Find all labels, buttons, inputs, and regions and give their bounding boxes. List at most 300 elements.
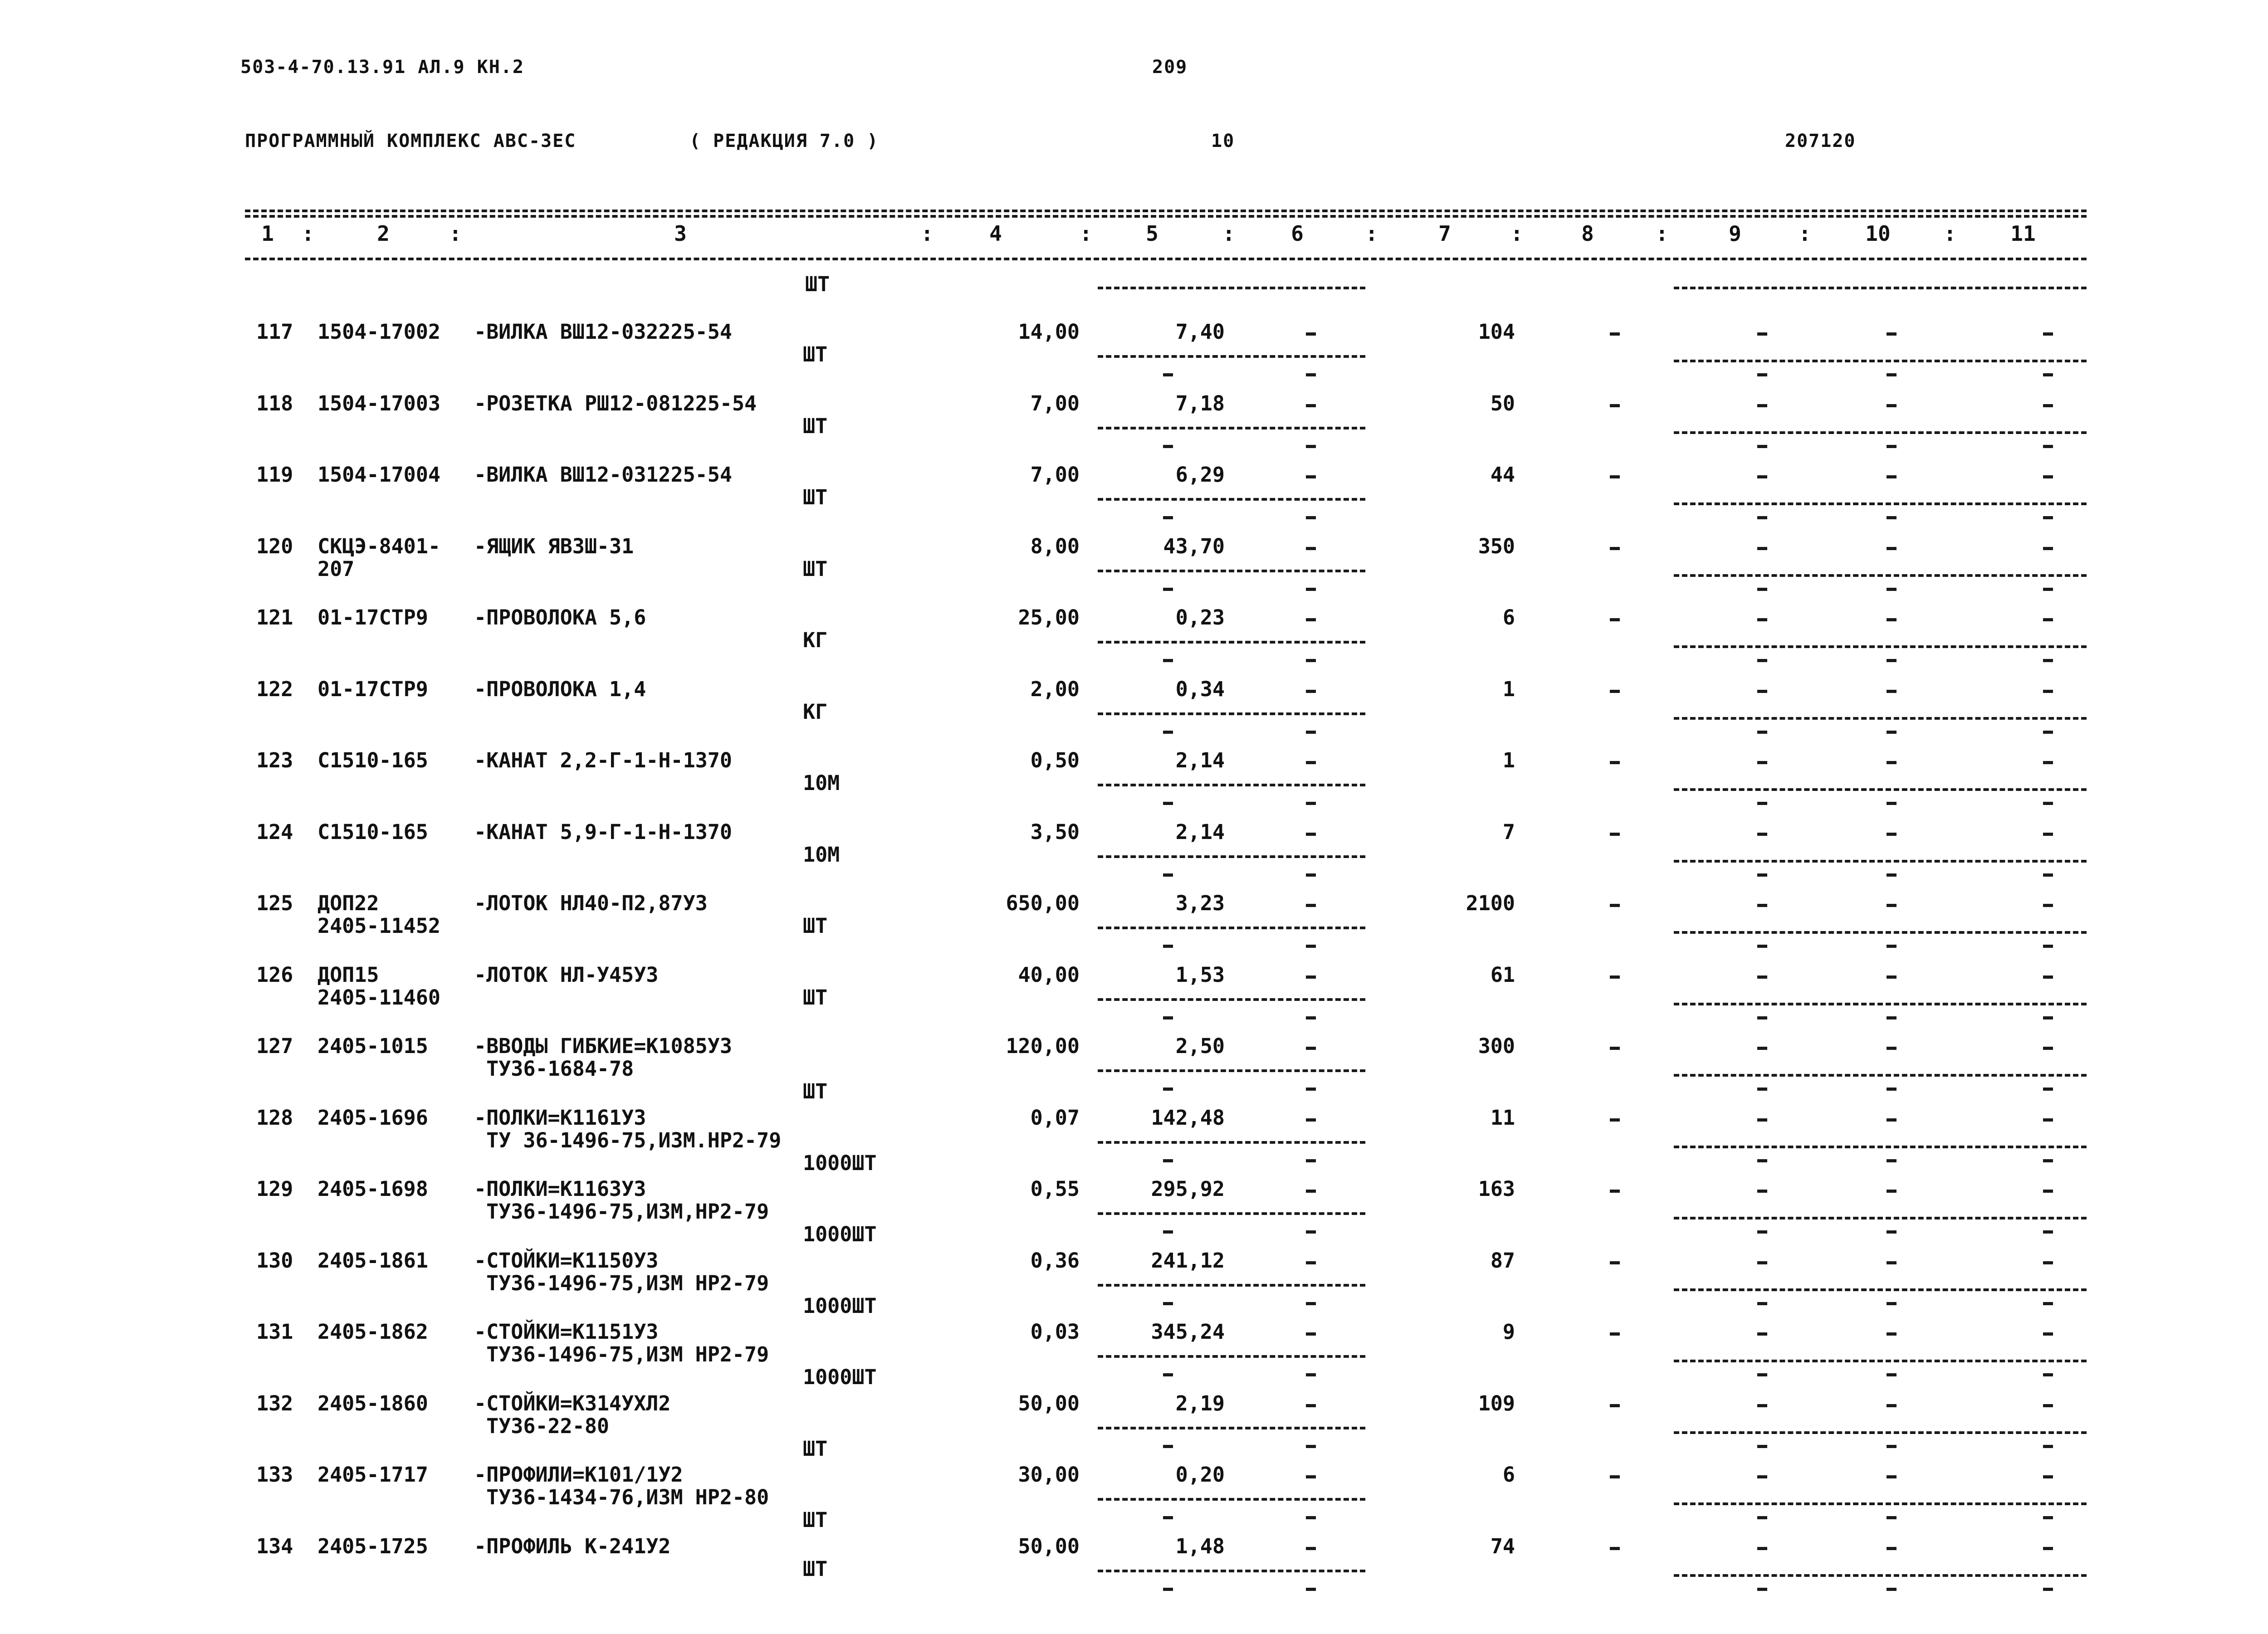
column-separator: : bbox=[1944, 221, 1956, 246]
col11-sub-mark bbox=[2043, 588, 2053, 591]
col5-sub-mark bbox=[1163, 1445, 1173, 1448]
row-unit: ШТ bbox=[803, 1436, 828, 1461]
col11-sub-mark bbox=[2043, 1302, 2053, 1305]
col11-dash bbox=[2043, 761, 2053, 764]
column-separator: : bbox=[1222, 221, 1235, 246]
col8-dash bbox=[1610, 1047, 1620, 1050]
col5-sub-mark bbox=[1163, 1159, 1173, 1162]
row-unit-price: 0,23 bbox=[1175, 605, 1225, 629]
col6-sub-mark bbox=[1306, 1516, 1316, 1519]
col8-dash bbox=[1610, 976, 1620, 979]
col9-sub-mark bbox=[1757, 1445, 1767, 1448]
col9-sub-mark bbox=[1757, 1159, 1767, 1162]
row-name: -РОЗЕТКА РШ12-081225-54 bbox=[474, 391, 757, 415]
row-quantity: 0,50 bbox=[1030, 748, 1080, 772]
col5-sub-mark bbox=[1163, 1088, 1173, 1091]
row-total: 300 bbox=[1478, 1034, 1515, 1058]
col11-sub-mark bbox=[2043, 731, 2053, 734]
col9-dash bbox=[1757, 1190, 1767, 1193]
row-number: 131 bbox=[256, 1320, 293, 1344]
col6-sub-mark bbox=[1306, 731, 1316, 734]
col6-dash bbox=[1306, 404, 1316, 407]
col9-dash bbox=[1757, 761, 1767, 764]
column-number-3: 3 bbox=[674, 221, 687, 246]
col8-dash bbox=[1610, 1190, 1620, 1193]
column-number-1: 1 bbox=[261, 221, 274, 246]
col11-dash bbox=[2043, 1547, 2053, 1550]
row-code: СКЦЭ-8401- bbox=[318, 534, 440, 558]
col8-dash bbox=[1610, 690, 1620, 693]
col5-sub-mark bbox=[1163, 1373, 1173, 1376]
col11-dash bbox=[2043, 475, 2053, 478]
row-number: 123 bbox=[256, 748, 293, 772]
col11-sub-mark bbox=[2043, 516, 2053, 519]
row-rule-5-6 bbox=[1098, 1069, 1365, 1072]
row-rule-5-6 bbox=[1098, 1498, 1365, 1501]
row-rule-5-6 bbox=[1098, 1284, 1365, 1287]
row-name: -СТОЙКИ=К1150У3 bbox=[474, 1248, 659, 1273]
row-code: С1510-165 bbox=[318, 819, 428, 844]
row-quantity: 120,00 bbox=[1006, 1034, 1080, 1058]
row-code: 01-17СТР9 bbox=[318, 677, 428, 701]
col11-dash bbox=[2043, 690, 2053, 693]
row-rule-9-11 bbox=[1674, 717, 2087, 720]
col10-sub-mark bbox=[1887, 1230, 1897, 1234]
col6-sub-mark bbox=[1306, 1302, 1316, 1305]
col11-sub-mark bbox=[2043, 445, 2053, 448]
col8-dash bbox=[1610, 1261, 1620, 1264]
row-unit: 10М bbox=[803, 842, 840, 867]
col10-sub-mark bbox=[1887, 373, 1897, 376]
col11-sub-mark bbox=[2043, 1373, 2053, 1376]
row-rule-9-11 bbox=[1674, 860, 2087, 863]
col10-sub-mark bbox=[1887, 659, 1897, 662]
row-name: -ЛОТОК НЛ40-П2,87У3 bbox=[474, 891, 708, 915]
row-rule-5-6 bbox=[1098, 784, 1365, 786]
col8-dash bbox=[1610, 332, 1620, 336]
col6-sub-mark bbox=[1306, 445, 1316, 448]
row-rule-9-11 bbox=[1674, 1360, 2087, 1362]
row-code: 01-17СТР9 bbox=[318, 605, 428, 629]
col9-sub-mark bbox=[1757, 1302, 1767, 1305]
row-code: 2405-1015 bbox=[318, 1034, 428, 1058]
col10-sub-mark bbox=[1887, 1159, 1897, 1162]
col11-sub-mark bbox=[2043, 945, 2053, 948]
col11-dash bbox=[2043, 904, 2053, 907]
row-quantity: 2,00 bbox=[1030, 677, 1080, 701]
col6-dash bbox=[1306, 475, 1316, 478]
row-total: 74 bbox=[1490, 1534, 1515, 1558]
row-rule-9-11 bbox=[1674, 1217, 2087, 1219]
row-unit: 10М bbox=[803, 771, 840, 795]
row-name: ТУ36-1684-78 bbox=[474, 1057, 634, 1081]
row-rule-9-11 bbox=[1674, 1288, 2087, 1291]
row-unit: ШТ bbox=[803, 485, 828, 509]
col9-dash bbox=[1757, 547, 1767, 550]
column-number-4: 4 bbox=[989, 221, 1002, 246]
row-unit: ШТ bbox=[803, 342, 828, 366]
row-rule-9-11 bbox=[1674, 788, 2087, 791]
row-rule-9-11 bbox=[1674, 574, 2087, 577]
col11-sub-mark bbox=[2043, 659, 2053, 662]
row-quantity: 7,00 bbox=[1030, 463, 1080, 487]
col9-sub-mark bbox=[1757, 731, 1767, 734]
col10-dash bbox=[1887, 618, 1897, 621]
row-code: 2405-1861 bbox=[318, 1248, 428, 1273]
col9-dash bbox=[1757, 1261, 1767, 1264]
row-total: 44 bbox=[1490, 463, 1515, 487]
row-name: -КАНАТ 5,9-Г-1-Н-1370 bbox=[474, 819, 732, 844]
row-name: -КАНАТ 2,2-Г-1-Н-1370 bbox=[474, 748, 732, 772]
col10-dash bbox=[1887, 690, 1897, 693]
col6-dash bbox=[1306, 1404, 1316, 1407]
col11-dash bbox=[2043, 404, 2053, 407]
column-number-9: 9 bbox=[1729, 221, 1741, 246]
row-number: 124 bbox=[256, 819, 293, 844]
row-code: 2405-1862 bbox=[318, 1320, 428, 1344]
row-number: 128 bbox=[256, 1105, 293, 1130]
row-quantity: 8,00 bbox=[1030, 534, 1080, 558]
row-number: 122 bbox=[256, 677, 293, 701]
col10-dash bbox=[1887, 1404, 1897, 1407]
col9-sub-mark bbox=[1757, 1373, 1767, 1376]
row-quantity: 650,00 bbox=[1006, 891, 1080, 915]
row-code: 1504-17003 bbox=[318, 391, 440, 415]
col10-sub-mark bbox=[1887, 1016, 1897, 1019]
row-name: -ЯЩИК ЯВЗШ-31 bbox=[474, 534, 634, 558]
column-number-5: 5 bbox=[1146, 221, 1158, 246]
row-code: 2405-1698 bbox=[318, 1177, 428, 1201]
col10-dash bbox=[1887, 332, 1897, 336]
col10-sub-mark bbox=[1887, 1088, 1897, 1091]
row-quantity: 14,00 bbox=[1018, 320, 1080, 344]
row-name: ТУ36-22-80 bbox=[474, 1414, 610, 1438]
col11-sub-mark bbox=[2043, 1016, 2053, 1019]
col9-sub-mark bbox=[1757, 1016, 1767, 1019]
col9-dash bbox=[1757, 1475, 1767, 1478]
col10-dash bbox=[1887, 1261, 1897, 1264]
row-name: -СТОЙКИ=К314УХЛ2 bbox=[474, 1391, 671, 1415]
row-number: 133 bbox=[256, 1463, 293, 1487]
col9-sub-mark bbox=[1757, 516, 1767, 519]
col8-dash bbox=[1610, 1332, 1620, 1336]
row-rule-5-6 bbox=[1098, 641, 1365, 644]
col9-sub-mark bbox=[1757, 659, 1767, 662]
row-number: 119 bbox=[256, 463, 293, 487]
column-separator: : bbox=[1656, 221, 1668, 246]
row-rule-5-6 bbox=[1098, 1355, 1365, 1358]
row-unit-price: 241,12 bbox=[1151, 1248, 1225, 1273]
col10-sub-mark bbox=[1887, 1373, 1897, 1376]
col9-dash bbox=[1757, 1332, 1767, 1336]
row-unit: ШТ bbox=[803, 1508, 828, 1532]
col6-dash bbox=[1306, 1190, 1316, 1193]
row-quantity: 40,00 bbox=[1018, 962, 1080, 987]
col5-sub-mark bbox=[1163, 1588, 1173, 1591]
col11-sub-mark bbox=[2043, 1588, 2053, 1591]
col9-dash bbox=[1757, 404, 1767, 407]
col11-sub-mark bbox=[2043, 373, 2053, 376]
col5-sub-mark bbox=[1163, 445, 1173, 448]
col11-dash bbox=[2043, 976, 2053, 979]
row-quantity: 25,00 bbox=[1018, 605, 1080, 629]
col11-dash bbox=[2043, 833, 2053, 836]
row-code: 2405-1860 bbox=[318, 1391, 428, 1415]
col6-dash bbox=[1306, 1475, 1316, 1478]
col6-dash bbox=[1306, 976, 1316, 979]
row-total: 163 bbox=[1478, 1177, 1515, 1201]
col6-sub-mark bbox=[1306, 1088, 1316, 1091]
col6-dash bbox=[1306, 332, 1316, 336]
row-name: -ЛОТОК НЛ-У45У3 bbox=[474, 962, 659, 987]
row-rule-5-6 bbox=[1098, 712, 1365, 715]
row-quantity: 50,00 bbox=[1018, 1391, 1080, 1415]
column-number-2: 2 bbox=[377, 221, 390, 246]
col5-sub-mark bbox=[1163, 659, 1173, 662]
row-quantity: 7,00 bbox=[1030, 391, 1080, 415]
col9-sub-mark bbox=[1757, 1088, 1767, 1091]
col8-dash bbox=[1610, 618, 1620, 621]
row-unit-price: 2,14 bbox=[1175, 748, 1225, 772]
col5-sub-mark bbox=[1163, 373, 1173, 376]
row-rule-5-6 bbox=[1098, 355, 1365, 358]
row-unit-price: 43,70 bbox=[1163, 534, 1225, 558]
col5-sub-mark bbox=[1163, 731, 1173, 734]
col10-sub-mark bbox=[1887, 1588, 1897, 1591]
row-rule-5-6 bbox=[1098, 427, 1365, 429]
row-number: 118 bbox=[256, 391, 293, 415]
row-unit-price: 2,14 bbox=[1175, 819, 1225, 844]
row-total: 87 bbox=[1490, 1248, 1515, 1273]
col6-dash bbox=[1306, 1261, 1316, 1264]
row-unit: КГ bbox=[803, 699, 828, 724]
row-rule-9-11 bbox=[1674, 502, 2087, 505]
row-rule-5-6 bbox=[1098, 1212, 1365, 1215]
col10-dash bbox=[1887, 1118, 1897, 1122]
col6-sub-mark bbox=[1306, 1445, 1316, 1448]
col10-dash bbox=[1887, 976, 1897, 979]
row-name: -СТОЙКИ=К1151У3 bbox=[474, 1320, 659, 1344]
col9-dash bbox=[1757, 618, 1767, 621]
col10-dash bbox=[1887, 1475, 1897, 1478]
row-total: 1 bbox=[1502, 677, 1515, 701]
row-quantity: 0,36 bbox=[1030, 1248, 1080, 1273]
col9-dash bbox=[1757, 1404, 1767, 1407]
col9-dash bbox=[1757, 833, 1767, 836]
column-separator: : bbox=[1510, 221, 1523, 246]
row-code: 207 bbox=[318, 556, 355, 581]
col9-sub-mark bbox=[1757, 873, 1767, 877]
col6-dash bbox=[1306, 833, 1316, 836]
col11-sub-mark bbox=[2043, 1230, 2053, 1234]
row-rule-9-11 bbox=[1674, 1074, 2087, 1077]
row-unit: ШТ bbox=[803, 985, 828, 1010]
col11-dash bbox=[2043, 547, 2053, 550]
row-name: ТУ36-1434-76,ИЗМ НР2-80 bbox=[474, 1485, 769, 1509]
col11-dash bbox=[2043, 1332, 2053, 1336]
row-code: С1510-165 bbox=[318, 748, 428, 772]
col6-sub-mark bbox=[1306, 802, 1316, 805]
column-number-11: 11 bbox=[2010, 221, 2036, 246]
row-unit-price: 142,48 bbox=[1151, 1105, 1225, 1130]
col8-dash bbox=[1610, 547, 1620, 550]
row-unit-price: 3,23 bbox=[1175, 891, 1225, 915]
row-total: 11 bbox=[1490, 1105, 1515, 1130]
col10-sub-mark bbox=[1887, 588, 1897, 591]
col10-dash bbox=[1887, 833, 1897, 836]
col6-sub-mark bbox=[1306, 588, 1316, 591]
col9-sub-mark bbox=[1757, 1588, 1767, 1591]
col10-sub-mark bbox=[1887, 516, 1897, 519]
row-unit-price: 2,50 bbox=[1175, 1034, 1225, 1058]
col11-dash bbox=[2043, 1047, 2053, 1050]
col5-sub-mark bbox=[1163, 1516, 1173, 1519]
row-name: -ВИЛКА ВШ12-032225-54 bbox=[474, 320, 732, 344]
col9-dash bbox=[1757, 976, 1767, 979]
row-code: 2405-1717 bbox=[318, 1463, 428, 1487]
row-code: ДОП15 bbox=[318, 962, 379, 987]
row-number: 117 bbox=[256, 320, 293, 344]
row-unit: ШТ bbox=[803, 414, 828, 438]
col6-sub-mark bbox=[1306, 1016, 1316, 1019]
col11-sub-mark bbox=[2043, 1159, 2053, 1162]
row-rule-9-11 bbox=[1674, 360, 2087, 362]
row-quantity: 30,00 bbox=[1018, 1463, 1080, 1487]
col9-sub-mark bbox=[1757, 445, 1767, 448]
col11-sub-mark bbox=[2043, 1088, 2053, 1091]
row-quantity: 0,03 bbox=[1030, 1320, 1080, 1344]
row-rule-9-11 bbox=[1674, 1574, 2087, 1577]
col8-dash bbox=[1610, 833, 1620, 836]
col9-dash bbox=[1757, 690, 1767, 693]
sheet-number: 10 bbox=[1211, 131, 1235, 151]
col6-sub-mark bbox=[1306, 516, 1316, 519]
row-name: ТУ 36-1496-75,ИЗМ.НР2-79 bbox=[474, 1128, 782, 1152]
col10-sub-mark bbox=[1887, 873, 1897, 877]
row-code: 2405-11460 bbox=[318, 985, 440, 1010]
col8-dash bbox=[1610, 1118, 1620, 1122]
row-quantity: 3,50 bbox=[1030, 819, 1080, 844]
col6-sub-mark bbox=[1306, 1373, 1316, 1376]
col10-dash bbox=[1887, 761, 1897, 764]
row-unit: ШТ bbox=[803, 556, 828, 581]
row-total: 350 bbox=[1478, 534, 1515, 558]
row-name: -ПОЛКИ=К1163У3 bbox=[474, 1177, 646, 1201]
column-separator: : bbox=[302, 221, 314, 246]
row-rule-9-11 bbox=[1674, 431, 2087, 434]
col5-sub-mark bbox=[1163, 1016, 1173, 1019]
col9-dash bbox=[1757, 332, 1767, 336]
col10-dash bbox=[1887, 904, 1897, 907]
col9-dash bbox=[1757, 1047, 1767, 1050]
row-unit-price: 0,34 bbox=[1175, 677, 1225, 701]
col10-dash bbox=[1887, 1332, 1897, 1336]
col9-sub-mark bbox=[1757, 945, 1767, 948]
page-number: 209 bbox=[1152, 57, 1188, 78]
row-total: 9 bbox=[1502, 1320, 1515, 1344]
row-name: -ВВОДЫ ГИБКИЕ=К1085У3 bbox=[474, 1034, 732, 1058]
col6-dash bbox=[1306, 1118, 1316, 1122]
col6-dash bbox=[1306, 1547, 1316, 1550]
row-unit: ШТ bbox=[803, 1079, 828, 1103]
column-separator: : bbox=[1365, 221, 1378, 246]
col11-sub-mark bbox=[2043, 873, 2053, 877]
col6-sub-mark bbox=[1306, 373, 1316, 376]
col10-dash bbox=[1887, 475, 1897, 478]
column-number-8: 8 bbox=[1581, 221, 1594, 246]
col5-sub-mark bbox=[1163, 802, 1173, 805]
row-unit-price: 295,92 bbox=[1151, 1177, 1225, 1201]
row-name: -ПРОФИЛИ=К101/1У2 bbox=[474, 1463, 683, 1487]
row-name: ТУ36-1496-75,ИЗМ НР2-79 bbox=[474, 1342, 769, 1366]
col6-sub-mark bbox=[1306, 659, 1316, 662]
row-quantity: 0,55 bbox=[1030, 1177, 1080, 1201]
col10-sub-mark bbox=[1887, 731, 1897, 734]
col6-dash bbox=[1306, 690, 1316, 693]
row-name: -ПРОФИЛЬ К-241У2 bbox=[474, 1534, 671, 1558]
row-number: 129 bbox=[256, 1177, 293, 1201]
row-code: 2405-1696 bbox=[318, 1105, 428, 1130]
col11-dash bbox=[2043, 332, 2053, 336]
col8-dash bbox=[1610, 904, 1620, 907]
row-code: 2405-11452 bbox=[318, 914, 440, 938]
row-unit-price: 0,20 bbox=[1175, 1463, 1225, 1487]
row-code: 1504-17002 bbox=[318, 320, 440, 344]
row-rule-9-11 bbox=[1674, 287, 2087, 289]
col8-dash bbox=[1610, 1404, 1620, 1407]
program-title: ПРОГРАММНЫЙ КОМПЛЕКС АВС-3ЕС bbox=[245, 131, 577, 151]
row-number: 127 bbox=[256, 1034, 293, 1058]
col6-sub-mark bbox=[1306, 1588, 1316, 1591]
row-unit-price: 6,29 bbox=[1175, 463, 1225, 487]
row-unit-price: 345,24 bbox=[1151, 1320, 1225, 1344]
col9-dash bbox=[1757, 1118, 1767, 1122]
col11-dash bbox=[2043, 1261, 2053, 1264]
row-code: 1504-17004 bbox=[318, 463, 440, 487]
col10-sub-mark bbox=[1887, 1445, 1897, 1448]
document-code-right: 207120 bbox=[1785, 131, 1856, 151]
col5-sub-mark bbox=[1163, 873, 1173, 877]
row-unit: 1000ШТ bbox=[803, 1293, 877, 1318]
col11-sub-mark bbox=[2043, 1516, 2053, 1519]
row-rule-9-11 bbox=[1674, 1431, 2087, 1434]
col10-dash bbox=[1887, 404, 1897, 407]
row-quantity: 0,07 bbox=[1030, 1105, 1080, 1130]
row-unit: 1000ШТ bbox=[803, 1365, 877, 1389]
col11-sub-mark bbox=[2043, 802, 2053, 805]
row-name: -ПРОВОЛОКА 5,6 bbox=[474, 605, 646, 629]
col8-dash bbox=[1610, 475, 1620, 478]
column-number-7: 7 bbox=[1438, 221, 1451, 246]
row-quantity: 50,00 bbox=[1018, 1534, 1080, 1558]
col9-sub-mark bbox=[1757, 1516, 1767, 1519]
row-number: 126 bbox=[256, 962, 293, 987]
col6-sub-mark bbox=[1306, 1159, 1316, 1162]
column-separator: : bbox=[921, 221, 934, 246]
row-total: 2100 bbox=[1466, 891, 1515, 915]
col5-sub-mark bbox=[1163, 1302, 1173, 1305]
col9-sub-mark bbox=[1757, 802, 1767, 805]
row-total: 104 bbox=[1478, 320, 1515, 344]
col9-sub-mark bbox=[1757, 588, 1767, 591]
row-unit-price: 1,53 bbox=[1175, 962, 1225, 987]
row-number: 134 bbox=[256, 1534, 293, 1558]
row-number: 132 bbox=[256, 1391, 293, 1415]
col9-dash bbox=[1757, 904, 1767, 907]
row-name: -ПОЛКИ=К1161У3 bbox=[474, 1105, 646, 1130]
row-code: ДОП22 bbox=[318, 891, 379, 915]
col6-dash bbox=[1306, 618, 1316, 621]
